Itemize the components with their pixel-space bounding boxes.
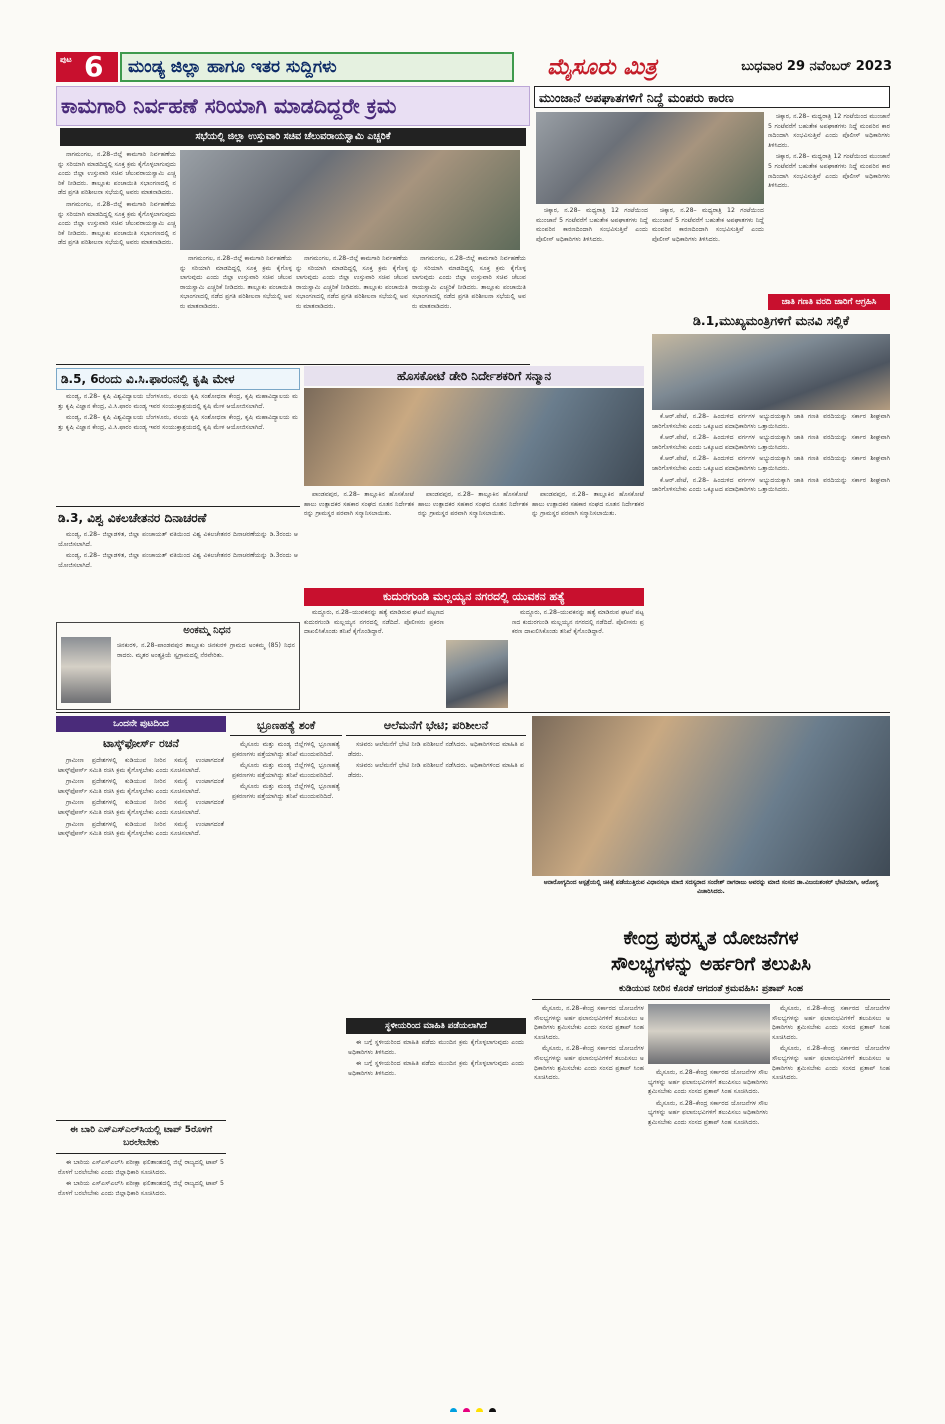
continued-label: ಒಂದನೇ ಪುಟದಿಂದ	[113, 719, 169, 729]
ssl-body	[58, 1158, 224, 1372]
dairy-body-1: ಪಾಂಡವಪುರ, ನ.28– ತಾಲ್ಲೂಕಿನ ಹೊಸಕೋಟೆ ಹಾಲು ಉತ್ಪಾದಕರ ಸಹಕಾರ ಸಂಘದ ನೂತನ ನಿರ್ದೇಶಕರನ್ನು ಗ್ರಾಮಸ್ಥರ ಪರವಾಗಿ ಸನ್ಮಾನಿಸಲಾಯಿತು.	[304, 491, 414, 518]
accidents-body-col-1	[536, 206, 648, 356]
schemes-body-col-2	[648, 1068, 768, 1372]
schemes-body-1b: ಮೈಸೂರು, ನ.28–ಕೇಂದ್ರ ಸರ್ಕಾರದ ಯೋಜನೆಗಳ ಸೌಲಭ್ಯಗಳನ್ನು ಅರ್ಹ ಫಲಾನುಭವಿಗಳಿಗೆ ತಲುಪಿಸಲು ಅಧಿಕಾರಿಗಳು ಶ್ರಮಿಸಬೇಕು ಎಂದು ಸಂಸದ ಪ್ರತಾಪ್ ಸಿಂಹ ಸೂಚಿಸಿದರು.	[534, 1045, 644, 1082]
accidents-body-1: ಚಿಕ್ಕಾರ, ನ.28– ಮಧ್ಯರಾತ್ರಿ 12 ಗಂಟೆಯಿಂದ ಮುಂಜಾನೆ 5 ಗಂಟೆವರೆಗೆ ಬಹುತೇಕ ಅಪಘಾತಗಳು ನಿದ್ದೆ ಮಂಪರಿನ ಕಾರಣದಿಂದಾಗಿ ಸಂಭವಿಸುತ್ತಿವೆ ಎಂದು ಪೊಲೀಸ್ ಅಧಿಕಾರಿಗಳು ತಿಳಿಸಿದರು.	[536, 207, 648, 243]
ssl-body-2: ಈ ಬಾರಿಯ ಎಸ್‌ಎಸ್‌ಎಲ್‌ಸಿ ಪರೀಕ್ಷಾ ಫಲಿತಾಂಶದಲ್ಲಿ ಜಿಲ್ಲೆ ರಾಜ್ಯದಲ್ಲಿ ಟಾಪ್ 5ರೊಳಗೆ ಬರಲೇಬೇಕು ಎಂದು ಜಿಲ್ಲಾಧಿಕಾರಿ ಸೂಚಿಸಿದರು.	[58, 1180, 224, 1197]
caste-photo	[652, 334, 890, 410]
dairy-body-2: ಪಾಂಡವಪುರ, ನ.28– ತಾಲ್ಲೂಕಿನ ಹೊಸಕೋಟೆ ಹಾಲು ಉತ್ಪಾದಕರ ಸಹಕಾರ ಸಂಘದ ನೂತನ ನಿರ್ದೇಶಕರನ್ನು ಗ್ರಾಮಸ್ಥರ ಪರವಾಗಿ ಸನ್ಮಾನಿಸಲಾಯಿತು.	[418, 491, 528, 518]
section-title-bar	[120, 52, 514, 82]
foeticide-body-1: ಮೈಸೂರು ಮತ್ತು ಮಂಡ್ಯ ಜಿಲ್ಲೆಗಳಲ್ಲಿ ಭ್ರೂಣಹತ್ಯೆ ಪ್ರಕರಣಗಳು ಪತ್ತೆಯಾಗಿದ್ದು ತನಿಖೆ ಮುಂದುವರಿದಿದೆ.	[232, 741, 340, 758]
lead-subhead: ಸಭೆಯಲ್ಲಿ ಜಿಲ್ಲಾ ಉಸ್ತುವಾರಿ ಸಚಿವ ಚೆಲುವರಾಯಸ್ವಾಮಿ ಎಚ್ಚರಿಕೆ	[195, 131, 391, 142]
lead-body-col-2	[180, 254, 292, 362]
continued-label-bar	[56, 716, 226, 732]
paper-name: ಮೈಸೂರು ಮಿತ್ರ	[547, 54, 657, 80]
murder-headline-bar	[304, 588, 644, 606]
disability-body-text: ಮಂಡ್ಯ, ನ.28– ಜಿಲ್ಲಾಡಳಿತ, ಜಿಲ್ಲಾ ಪಂಚಾಯತ್ ವತಿಯಿಂದ ವಿಶ್ವ ವಿಕಲಚೇತನರ ದಿನಾಚರಣೆಯನ್ನು ಡಿ.3ರಂದು ಆಯೋಜಿಸಲಾಗಿದೆ.	[58, 531, 298, 548]
dairy-body-col-1	[304, 490, 414, 584]
hospital-body	[348, 740, 524, 1014]
lead-headline: ಕಾಮಗಾರಿ ನಿರ್ವಹಣೆ ಸರಿಯಾಗಿ ಮಾಡದಿದ್ದರೇ ಕ್ರಮ	[61, 94, 397, 118]
lead-subhead-bar	[60, 128, 526, 146]
page-number: 6	[84, 52, 104, 82]
schemes-body-1: ಮೈಸೂರು, ನ.28–ಕೇಂದ್ರ ಸರ್ಕಾರದ ಯೋಜನೆಗಳ ಸೌಲಭ್ಯಗಳನ್ನು ಅರ್ಹ ಫಲಾನುಭವಿಗಳಿಗೆ ತಲುಪಿಸಲು ಅಧಿಕಾರಿಗಳು ಶ್ರಮಿಸಬೇಕು ಎಂದು ಸಂಸದ ಪ್ರತಾಪ್ ಸಿಂಹ ಸೂಚಿಸಿದರು.	[534, 1005, 644, 1041]
foeticide-body-2: ಮೈಸೂರು ಮತ್ತು ಮಂಡ್ಯ ಜಿಲ್ಲೆಗಳಲ್ಲಿ ಭ್ರೂಣಹತ್ಯೆ ಪ್ರಕರಣಗಳು ಪತ್ತೆಯಾಗಿದ್ದು ತನಿಖೆ ಮುಂದುವರಿದಿದೆ.	[232, 762, 340, 779]
page-label: ಪುಟ	[60, 55, 72, 64]
taskforce-body-1: ಗ್ರಾಮೀಣ ಪ್ರದೇಶಗಳಲ್ಲಿ ಕುಡಿಯುವ ನೀರಿನ ಸಮಸ್ಯೆ ಉಂಟಾಗದಂತೆ ಟಾಸ್ಕ್‌ಫೋರ್ಸ್ ಸಮಿತಿ ರಚಿಸಿ ಕ್ರಮ ಕೈಗೊಳ್ಳಬೇಕು ಎಂದು ಸೂಚಿಸಲಾಗಿದೆ.	[58, 757, 224, 774]
caste-top-bar	[768, 294, 890, 310]
dairy-headline-bar	[304, 366, 644, 386]
krishi-body-text-2: ಮಂಡ್ಯ, ನ.28– ಕೃಷಿ ವಿಶ್ವವಿದ್ಯಾಲಯ ಬೆಂಗಳೂರು, ವಲಯ ಕೃಷಿ ಸಂಶೋಧನಾ ಕೇಂದ್ರ, ಕೃಷಿ ಮಹಾವಿದ್ಯಾಲಯ ಮತ್ತು ಕೃಷಿ ವಿಜ್ಞಾನ ಕೇಂದ್ರ, ವಿ.ಸಿ.ಫಾರಂ ಮಂಡ್ಯ ಇವರ ಸಂಯುಕ್ತಾಶ್ರಯದಲ್ಲಿ ಕೃಷಿ ಮೇಳ ಆಯೋಜಿಸಲಾಗಿದೆ.	[58, 414, 298, 431]
foeticide-body	[232, 740, 340, 1372]
dairy-headline: ಹೊಸಕೋಟೆ ಡೇರಿ ನಿರ್ದೇಶಕರಿಗೆ ಸನ್ಮಾನ	[396, 369, 552, 383]
murder-body-2: ಮದ್ದೂರು, ನ.28–ಯುವಕನನ್ನು ಹತ್ಯೆ ಮಾಡಿರುವ ಘಟನೆ ಪಟ್ಟಣದ ಕುದುರಗುಂಡಿ ಮಲ್ಲಯ್ಯನ ನಗರದಲ್ಲಿ ನಡೆದಿದೆ. ಪೊಲೀಸರು ಪ್ರಕರಣ ದಾಖಲಿಸಿಕೊಂಡು ತನಿಖೆ ಕೈಗೊಂಡಿದ್ದಾರೆ.	[512, 609, 644, 636]
schemes-headline-2: ಸೌಲಭ್ಯಗಳನ್ನು ಅರ್ಹರಿಗೆ ತಲುಪಿಸಿ	[611, 954, 811, 975]
lead-body-col-3	[296, 254, 408, 362]
disability-body-text-2: ಮಂಡ್ಯ, ನ.28– ಜಿಲ್ಲಾಡಳಿತ, ಜಿಲ್ಲಾ ಪಂಚಾಯತ್ ವತಿಯಿಂದ ವಿಶ್ವ ವಿಕಲಚೇತನರ ದಿನಾಚರಣೆಯನ್ನು ಡಿ.3ರಂದು ಆಯೋಜಿಸಲಾಗಿದೆ.	[58, 552, 298, 569]
caste-body-3: ಕೆ.ಆರ್.ಪೇಟೆ, ನ.28– ಹಿಂದುಳಿದ ವರ್ಗಗಳ ಅಭ್ಯುದಯಕ್ಕಾಗಿ ಜಾತಿ ಗಣತಿ ವರದಿಯನ್ನು ಸರ್ಕಾರ ಶೀಘ್ರವಾಗಿ ಜಾರಿಗೊಳಿಸಬೇಕು ಎಂದು ಒಕ್ಕೂಟದ ಪದಾಧಿಕಾರಿಗಳು ಒತ್ತಾಯಿಸಿದರು.	[652, 455, 890, 472]
lead-body-cont: ನಾಗಮಂಗಲ, ನ.28–ಜಿಲ್ಲೆ ಕಾಮಗಾರಿ ನಿರ್ವಹಣೆಯನ್ನು ಸರಿಯಾಗಿ ಮಾಡದಿದ್ದಲ್ಲಿ ಸೂಕ್ತ ಕ್ರಮ ಕೈಗೊಳ್ಳಲಾಗುವುದು ಎಂದು ಜಿಲ್ಲಾ ಉಸ್ತುವಾರಿ ಸಚಿವ ಚೆಲುವರಾಯಸ್ವಾಮಿ ಎಚ್ಚರಿಕೆ ನೀಡಿದರು. ತಾಲ್ಲೂಕು ಪಂಚಾಯಿತಿ ಸಭಾಂಗಣದಲ್ಲಿ ನಡೆದ ಪ್ರಗತಿ ಪರಿಶೀಲನಾ ಸಭೆಯಲ್ಲಿ ಅವರು ಮಾತನಾಡಿದರು.	[58, 200, 176, 247]
water-tap-photo	[648, 1004, 770, 1064]
divider	[56, 364, 530, 365]
ssl-headline: ಈ ಬಾರಿ ಎಸ್‌ಎಸ್‌ಎಲ್‌ಸಿಯಲ್ಲಿ ಟಾಪ್ 5ರೊಳಗೆ ಬರಲೇಬೇಕು	[69, 1125, 213, 1148]
caste-body	[652, 412, 890, 708]
krishi-headline-box	[56, 368, 300, 390]
obituary-headline: ಅಂಕಮ್ಮ ನಿಧನ	[183, 625, 231, 636]
accidents-body-3: ಚಿಕ್ಕಾರ, ನ.28– ಮಧ್ಯರಾತ್ರಿ 12 ಗಂಟೆಯಿಂದ ಮುಂಜಾನೆ 5 ಗಂಟೆವರೆಗೆ ಬಹುತೇಕ ಅಪಘಾತಗಳು ನಿದ್ದೆ ಮಂಪರಿನ ಕಾರಣದಿಂದಾಗಿ ಸಂಭವಿಸುತ್ತಿವೆ ಎಂದು ಪೊಲೀಸ್ ಅಧಿಕಾರಿಗಳು ತಿಳಿಸಿದರು.	[768, 113, 890, 149]
lead-headline-bar	[56, 86, 530, 126]
caste-headline-top: ಜಾತಿ ಗಣತಿ ವರದಿ ಜಾರಿಗೆ ಆಗ್ರಹಿಸಿ	[781, 297, 877, 307]
lead-body-col-1	[58, 150, 176, 362]
caste-body-2: ಕೆ.ಆರ್.ಪೇಟೆ, ನ.28– ಹಿಂದುಳಿದ ವರ್ಗಗಳ ಅಭ್ಯುದಯಕ್ಕಾಗಿ ಜಾತಿ ಗಣತಿ ವರದಿಯನ್ನು ಸರ್ಕಾರ ಶೀಘ್ರವಾಗಿ ಜಾರಿಗೊಳಿಸಬೇಕು ಎಂದು ಒಕ್ಕೂಟದ ಪದಾಧಿಕಾರಿಗಳು ಒತ್ತಾಯಿಸಿದರು.	[652, 434, 890, 451]
krishi-body	[58, 392, 298, 504]
disability-headline: ಡಿ.3, ವಿಶ್ವ ವಿಕಲಚೇತನರ ದಿನಾಚರಣೆ	[58, 511, 207, 525]
hospital-visit-photo	[532, 716, 890, 876]
murder-body-col-2	[512, 608, 644, 708]
lead-photo	[180, 150, 520, 250]
caste-body-1: ಕೆ.ಆರ್.ಪೇಟೆ, ನ.28– ಹಿಂದುಳಿದ ವರ್ಗಗಳ ಅಭ್ಯುದಯಕ್ಕಾಗಿ ಜಾತಿ ಗಣತಿ ವರದಿಯನ್ನು ಸರ್ಕಾರ ಶೀಘ್ರವಾಗಿ ಜಾರಿಗೊಳಿಸಬೇಕು ಎಂದು ಒಕ್ಕೂಟದ ಪದಾಧಿಕಾರಿಗಳು ಒತ್ತಾಯಿಸಿದರು.	[652, 413, 890, 430]
schemes-body-2: ಮೈಸೂರು, ನ.28–ಕೇಂದ್ರ ಸರ್ಕಾರದ ಯೋಜನೆಗಳ ಸೌಲಭ್ಯಗಳನ್ನು ಅರ್ಹ ಫಲಾನುಭವಿಗಳಿಗೆ ತಲುಪಿಸಲು ಅಧಿಕಾರಿಗಳು ಶ್ರಮಿಸಬೇಕು ಎಂದು ಸಂಸದ ಪ್ರತಾಪ್ ಸಿಂಹ ಸೂಚಿಸಿದರು.	[648, 1069, 768, 1096]
ssl-headline-box	[56, 1120, 226, 1154]
obituary-body: ಚಿನಕುರಳಿ, ನ.28–ಪಾಂಡವಪುರ ತಾಲ್ಲೂಕು ಚಿನಕುರಳಿ ಗ್ರಾಮದ ಅಂಕಮ್ಮ (85) ನಿಧನರಾದರು. ಮೃತರ ಅಂತ್ಯಕ್ರಿಯೆ ಸ್ವಗ್ರಾಮದಲ್ಲಿ ನೆರವೇರಿತು.	[117, 642, 295, 659]
foeticide-headline: ಭ್ರೂಣಹತ್ಯೆ ಶಂಕೆ	[230, 716, 342, 736]
lead-body-3: ನಾಗಮಂಗಲ, ನ.28–ಜಿಲ್ಲೆ ಕಾಮಗಾರಿ ನಿರ್ವಹಣೆಯನ್ನು ಸರಿಯಾಗಿ ಮಾಡದಿದ್ದಲ್ಲಿ ಸೂಕ್ತ ಕ್ರಮ ಕೈಗೊಳ್ಳಲಾಗುವುದು ಎಂದು ಜಿಲ್ಲಾ ಉಸ್ತುವಾರಿ ಸಚಿವ ಚೆಲುವರಾಯಸ್ವಾಮಿ ಎಚ್ಚರಿಕೆ ನೀಡಿದರು. ತಾಲ್ಲೂಕು ಪಂಚಾಯಿತಿ ಸಭಾಂಗಣದಲ್ಲಿ ನಡೆದ ಪ್ರಗತಿ ಪರಿಶೀಲನಾ ಸಭೆಯಲ್ಲಿ ಅವರು ಮಾತನಾಡಿದರು.	[296, 255, 408, 310]
murder-headline: ಕುದುರಗುಂಡಿ ಮಲ್ಲಯ್ಯನ ನಗರದಲ್ಲಿ ಯುವಕನ ಹತ್ಯೆ	[383, 590, 565, 603]
hospital-body-2: ಸಚಿವರು ಆಲೆಮನೆಗೆ ಭೇಟಿ ನೀಡಿ ಪರಿಶೀಲನೆ ನಡೆಸಿದರು. ಅಧಿಕಾರಿಗಳಿಂದ ಮಾಹಿತಿ ಪಡೆದರು.	[348, 762, 524, 779]
schemes-body-3b: ಮೈಸೂರು, ನ.28–ಕೇಂದ್ರ ಸರ್ಕಾರದ ಯೋಜನೆಗಳ ಸೌಲಭ್ಯಗಳನ್ನು ಅರ್ಹ ಫಲಾನುಭವಿಗಳಿಗೆ ತಲುಪಿಸಲು ಅಧಿಕಾರಿಗಳು ಶ್ರಮಿಸಬೇಕು ಎಂದು ಸಂಸದ ಪ್ರತಾಪ್ ಸಿಂಹ ಸೂಚಿಸಿದರು.	[772, 1045, 890, 1082]
schemes-body-2b: ಮೈಸೂರು, ನ.28–ಕೇಂದ್ರ ಸರ್ಕಾರದ ಯೋಜನೆಗಳ ಸೌಲಭ್ಯಗಳನ್ನು ಅರ್ಹ ಫಲಾನುಭವಿಗಳಿಗೆ ತಲುಪಿಸಲು ಅಧಿಕಾರಿಗಳು ಶ್ರಮಿಸಬೇಕು ಎಂದು ಸಂಸದ ಪ್ರತಾಪ್ ಸಿಂಹ ಸೂಚಿಸಿದರು.	[648, 1099, 768, 1126]
schemes-body-col-3	[772, 1004, 890, 1372]
dairy-body-col-2	[418, 490, 528, 584]
info-body-1: ಈ ಬಗ್ಗೆ ಸ್ಥಳೀಯರಿಂದ ಮಾಹಿತಿ ಪಡೆದು ಮುಂದಿನ ಕ್ರಮ ಕೈಗೊಳ್ಳಲಾಗುವುದು ಎಂದು ಅಧಿಕಾರಿಗಳು ತಿಳಿಸಿದರು.	[348, 1039, 524, 1056]
info-headline: ಸ್ಥಳೀಯರಿಂದ ಮಾಹಿತಿ ಪಡೆಯಲಾಗಿದೆ	[385, 1021, 487, 1031]
taskforce-body	[58, 756, 224, 1118]
lead-body-col-4	[412, 254, 526, 362]
dairy-body-col-3	[532, 490, 644, 584]
accidents-body-3b: ಚಿಕ್ಕಾರ, ನ.28– ಮಧ್ಯರಾತ್ರಿ 12 ಗಂಟೆಯಿಂದ ಮುಂಜಾನೆ 5 ಗಂಟೆವರೆಗೆ ಬಹುತೇಕ ಅಪಘಾತಗಳು ನಿದ್ದೆ ಮಂಪರಿನ ಕಾರಣದಿಂದಾಗಿ ಸಂಭವಿಸುತ್ತಿವೆ ಎಂದು ಪೊಲೀಸ್ ಅಧಿಕಾರಿಗಳು ತಿಳಿಸಿದರು.	[768, 153, 890, 190]
lead-body: ನಾಗಮಂಗಲ, ನ.28–ಜಿಲ್ಲೆ ಕಾಮಗಾರಿ ನಿರ್ವಹಣೆಯನ್ನು ಸರಿಯಾಗಿ ಮಾಡದಿದ್ದಲ್ಲಿ ಸೂಕ್ತ ಕ್ರಮ ಕೈಗೊಳ್ಳಲಾಗುವುದು ಎಂದು ಜಿಲ್ಲಾ ಉಸ್ತುವಾರಿ ಸಚಿವ ಚೆಲುವರಾಯಸ್ವಾಮಿ ಎಚ್ಚರಿಕೆ ನೀಡಿದರು. ತಾಲ್ಲೂಕು ಪಂಚಾಯಿತಿ ಸಭಾಂಗಣದಲ್ಲಿ ನಡೆದ ಪ್ರಗತಿ ಪರಿಶೀಲನಾ ಸಭೆಯಲ್ಲಿ ಅವರು ಮಾತನಾಡಿದರು.	[58, 151, 176, 197]
ssl-body-1: ಈ ಬಾರಿಯ ಎಸ್‌ಎಸ್‌ಎಲ್‌ಸಿ ಪರೀಕ್ಷಾ ಫಲಿತಾಂಶದಲ್ಲಿ ಜಿಲ್ಲೆ ರಾಜ್ಯದಲ್ಲಿ ಟಾಪ್ 5ರೊಳಗೆ ಬರಲೇಬೇಕು ಎಂದು ಜಿಲ್ಲಾಧಿಕಾರಿ ಸೂಚಿಸಿದರು.	[58, 1159, 224, 1176]
schemes-body-col-1	[534, 1004, 644, 1372]
schemes-body-3: ಮೈಸೂರು, ನ.28–ಕೇಂದ್ರ ಸರ್ಕಾರದ ಯೋಜನೆಗಳ ಸೌಲಭ್ಯಗಳನ್ನು ಅರ್ಹ ಫಲಾನುಭವಿಗಳಿಗೆ ತಲುಪಿಸಲು ಅಧಿಕಾರಿಗಳು ಶ್ರಮಿಸಬೇಕು ಎಂದು ಸಂಸದ ಪ್ರತಾಪ್ ಸಿಂಹ ಸೂಚಿಸಿದರು.	[772, 1005, 890, 1041]
taskforce-headline: ಟಾಸ್ಕ್‌ಫೋರ್ಸ್ ರಚನೆ	[103, 737, 179, 750]
taskforce-body-3: ಗ್ರಾಮೀಣ ಪ್ರದೇಶಗಳಲ್ಲಿ ಕುಡಿಯುವ ನೀರಿನ ಸಮಸ್ಯೆ ಉಂಟಾಗದಂತೆ ಟಾಸ್ಕ್‌ಫೋರ್ಸ್ ಸಮಿತಿ ರಚಿಸಿ ಕ್ರಮ ಕೈಗೊಳ್ಳಬೇಕು ಎಂದು ಸೂಚಿಸಲಾಗಿದೆ.	[58, 799, 224, 816]
foeticide-body-3: ಮೈಸೂರು ಮತ್ತು ಮಂಡ್ಯ ಜಿಲ್ಲೆಗಳಲ್ಲಿ ಭ್ರೂಣಹತ್ಯೆ ಪ್ರಕರಣಗಳು ಪತ್ತೆಯಾಗಿದ್ದು ತನಿಖೆ ಮುಂದುವರಿದಿದೆ.	[232, 783, 340, 800]
accidents-photo	[536, 112, 764, 204]
murder-body-col-1	[304, 608, 444, 708]
krishi-headline: ಡಿ.5, 6ರಂದು ವಿ.ಸಿ.ಫಾರಂನಲ್ಲಿ ಕೃಷಿ ಮೇಳ	[61, 372, 235, 386]
section-title: ಮಂಡ್ಯ ಜಿಲ್ಲಾ ಹಾಗೂ ಇತರ ಸುದ್ದಿಗಳು	[128, 57, 337, 77]
info-body	[348, 1038, 524, 1372]
photo-caption: ಆನಾರೋಗ್ಯದಿಂದ ಆಸ್ಪತ್ರೆಯಲ್ಲಿ ಚಿಕಿತ್ಸೆ ಪಡೆಯುತ್ತಿರುವ ವಿಧಾನಸಭಾ ಮಾಜಿ ಸದಸ್ಯರಾದ ಸಂದೇಶ್ ನಾಗರಾಜು ಅವರನ್ನು ಮಾಜಿ ಸಂಸದ ಡಾ.ವಿಜಯಶಂಕರ್ ಭೇಟಿಯಾಗಿ, ಆರೋಗ್ಯ ವಿಚಾರಿಸಿದರು.	[543, 879, 879, 895]
murder-victim-photo	[446, 640, 508, 708]
info-headline-bar	[346, 1018, 526, 1034]
hospital-body-1: ಸಚಿವರು ಆಲೆಮನೆಗೆ ಭೇಟಿ ನೀಡಿ ಪರಿಶೀಲನೆ ನಡೆಸಿದರು. ಅಧಿಕಾರಿಗಳಿಂದ ಮಾಹಿತಿ ಪಡೆದರು.	[348, 741, 524, 758]
obituary-portrait	[61, 637, 111, 703]
info-body-2: ಈ ಬಗ್ಗೆ ಸ್ಥಳೀಯರಿಂದ ಮಾಹಿತಿ ಪಡೆದು ಮುಂದಿನ ಕ್ರಮ ಕೈಗೊಳ್ಳಲಾಗುವುದು ಎಂದು ಅಧಿಕಾರಿಗಳು ತಿಳಿಸಿದರು.	[348, 1060, 524, 1077]
taskforce-body-2: ಗ್ರಾಮೀಣ ಪ್ರದೇಶಗಳಲ್ಲಿ ಕುಡಿಯುವ ನೀರಿನ ಸಮಸ್ಯೆ ಉಂಟಾಗದಂತೆ ಟಾಸ್ಕ್‌ಫೋರ್ಸ್ ಸಮಿತಿ ರಚಿಸಿ ಕ್ರಮ ಕೈಗೊಳ್ಳಬೇಕು ಎಂದು ಸೂಚಿಸಲಾಗಿದೆ.	[58, 778, 224, 795]
masthead	[56, 50, 892, 84]
disability-body	[58, 530, 298, 620]
schemes-headline-1: ಕೇಂದ್ರ ಪುರಸ್ಕೃತ ಯೋಜನೆಗಳ	[623, 928, 799, 949]
accidents-headline-box	[534, 86, 890, 108]
dairy-body-3: ಪಾಂಡವಪುರ, ನ.28– ತಾಲ್ಲೂಕಿನ ಹೊಸಕೋಟೆ ಹಾಲು ಉತ್ಪಾದಕರ ಸಹಕಾರ ಸಂಘದ ನೂತನ ನಿರ್ದೇಶಕರನ್ನು ಗ್ರಾಮಸ್ಥರ ಪರವಾಗಿ ಸನ್ಮಾನಿಸಲಾಯಿತು.	[532, 491, 644, 518]
caste-body-4: ಕೆ.ಆರ್.ಪೇಟೆ, ನ.28– ಹಿಂದುಳಿದ ವರ್ಗಗಳ ಅಭ್ಯುದಯಕ್ಕಾಗಿ ಜಾತಿ ಗಣತಿ ವರದಿಯನ್ನು ಸರ್ಕಾರ ಶೀಘ್ರವಾಗಿ ಜಾರಿಗೊಳಿಸಬೇಕು ಎಂದು ಒಕ್ಕೂಟದ ಪದಾಧಿಕಾರಿಗಳು ಒತ್ತಾಯಿಸಿದರು.	[652, 476, 890, 494]
dairy-group-photo	[304, 388, 644, 486]
taskforce-body-4: ಗ್ರಾಮೀಣ ಪ್ರದೇಶಗಳಲ್ಲಿ ಕುಡಿಯುವ ನೀರಿನ ಸಮಸ್ಯೆ ಉಂಟಾಗದಂತೆ ಟಾಸ್ಕ್‌ಫೋರ್ಸ್ ಸಮಿತಿ ರಚಿಸಿ ಕ್ರಮ ಕೈಗೊಳ್ಳಬೇಕು ಎಂದು ಸೂಚಿಸಲಾಗಿದೆ.	[58, 820, 224, 838]
krishi-body-text: ಮಂಡ್ಯ, ನ.28– ಕೃಷಿ ವಿಶ್ವವಿದ್ಯಾಲಯ ಬೆಂಗಳೂರು, ವಲಯ ಕೃಷಿ ಸಂಶೋಧನಾ ಕೇಂದ್ರ, ಕೃಷಿ ಮಹಾವಿದ್ಯಾಲಯ ಮತ್ತು ಕೃಷಿ ವಿಜ್ಞಾನ ಕೇಂದ್ರ, ವಿ.ಸಿ.ಫಾರಂ ಮಂಡ್ಯ ಇವರ ಸಂಯುಕ್ತಾಶ್ರಯದಲ್ಲಿ ಕೃಷಿ ಮೇಳ ಆಯೋಜಿಸಲಾಗಿದೆ.	[58, 393, 298, 410]
obituary-box	[56, 622, 300, 710]
disability-headline-box	[56, 506, 300, 528]
caste-main-headline: ಡಿ.1,ಮುಖ್ಯಮಂತ್ರಿಗಳಿಗೆ ಮನವಿ ಸಲ್ಲಿಕೆ	[693, 313, 849, 328]
page-number-block	[56, 52, 118, 82]
issue-date: ಬುಧವಾರ 29 ನವೆಂಬರ್ 2023	[741, 59, 892, 74]
hospital-headline: ಆಲೆಮನೆಗೆ ಭೇಟಿ; ಪರಿಶೀಲನೆ	[346, 716, 526, 736]
accidents-body-2: ಚಿಕ್ಕಾರ, ನ.28– ಮಧ್ಯರಾತ್ರಿ 12 ಗಂಟೆಯಿಂದ ಮುಂಜಾನೆ 5 ಗಂಟೆವರೆಗೆ ಬಹುತೇಕ ಅಪಘಾತಗಳು ನಿದ್ದೆ ಮಂಪರಿನ ಕಾರಣದಿಂದಾಗಿ ಸಂಭವಿಸುತ್ತಿವೆ ಎಂದು ಪೊಲೀಸ್ ಅಧಿಕಾರಿಗಳು ತಿಳಿಸಿದರು.	[652, 207, 764, 243]
lead-body-2: ನಾಗಮಂಗಲ, ನ.28–ಜಿಲ್ಲೆ ಕಾಮಗಾರಿ ನಿರ್ವಹಣೆಯನ್ನು ಸರಿಯಾಗಿ ಮಾಡದಿದ್ದಲ್ಲಿ ಸೂಕ್ತ ಕ್ರಮ ಕೈಗೊಳ್ಳಲಾಗುವುದು ಎಂದು ಜಿಲ್ಲಾ ಉಸ್ತುವಾರಿ ಸಚಿವ ಚೆಲುವರಾಯಸ್ವಾಮಿ ಎಚ್ಚರಿಕೆ ನೀಡಿದರು. ತಾಲ್ಲೂಕು ಪಂಚಾಯಿತಿ ಸಭಾಂಗಣದಲ್ಲಿ ನಡೆದ ಪ್ರಗತಿ ಪರಿಶೀಲನಾ ಸಭೆಯಲ್ಲಿ ಅವರು ಮಾತನಾಡಿದರು.	[180, 255, 292, 310]
murder-body-1: ಮದ್ದೂರು, ನ.28–ಯುವಕನನ್ನು ಹತ್ಯೆ ಮಾಡಿರುವ ಘಟನೆ ಪಟ್ಟಣದ ಕುದುರಗುಂಡಿ ಮಲ್ಲಯ್ಯನ ನಗರದಲ್ಲಿ ನಡೆದಿದೆ. ಪೊಲೀಸರು ಪ್ರಕರಣ ದಾಖಲಿಸಿಕೊಂಡು ತನಿಖೆ ಕೈಗೊಂಡಿದ್ದಾರೆ.	[304, 609, 444, 636]
accidents-headline: ಮುಂಜಾನೆ ಅಪಘಾತಗಳಿಗೆ ನಿದ್ದೆ ಮಂಪರು ಕಾರಣ	[539, 90, 734, 105]
schemes-subhead: ಕುಡಿಯುವ ನೀರಿನ ಕೊರತೆ ಆಗದಂತೆ ಕ್ರಮವಹಿಸಿ: ಪ್ರತಾಪ್ ಸಿಂಹ	[532, 984, 890, 1000]
divider	[56, 712, 890, 713]
accidents-body-col-3	[768, 112, 890, 292]
print-registration-dots	[20, 1400, 925, 1412]
lead-body-4: ನಾಗಮಂಗಲ, ನ.28–ಜಿಲ್ಲೆ ಕಾಮಗಾರಿ ನಿರ್ವಹಣೆಯನ್ನು ಸರಿಯಾಗಿ ಮಾಡದಿದ್ದಲ್ಲಿ ಸೂಕ್ತ ಕ್ರಮ ಕೈಗೊಳ್ಳಲಾಗುವುದು ಎಂದು ಜಿಲ್ಲಾ ಉಸ್ತುವಾರಿ ಸಚಿವ ಚೆಲುವರಾಯಸ್ವಾಮಿ ಎಚ್ಚರಿಕೆ ನೀಡಿದರು. ತಾಲ್ಲೂಕು ಪಂಚಾಯಿತಿ ಸಭಾಂಗಣದಲ್ಲಿ ನಡೆದ ಪ್ರಗತಿ ಪರಿಶೀಲನಾ ಸಭೆಯಲ್ಲಿ ಅವರು ಮಾತನಾಡಿದರು.	[412, 255, 526, 310]
